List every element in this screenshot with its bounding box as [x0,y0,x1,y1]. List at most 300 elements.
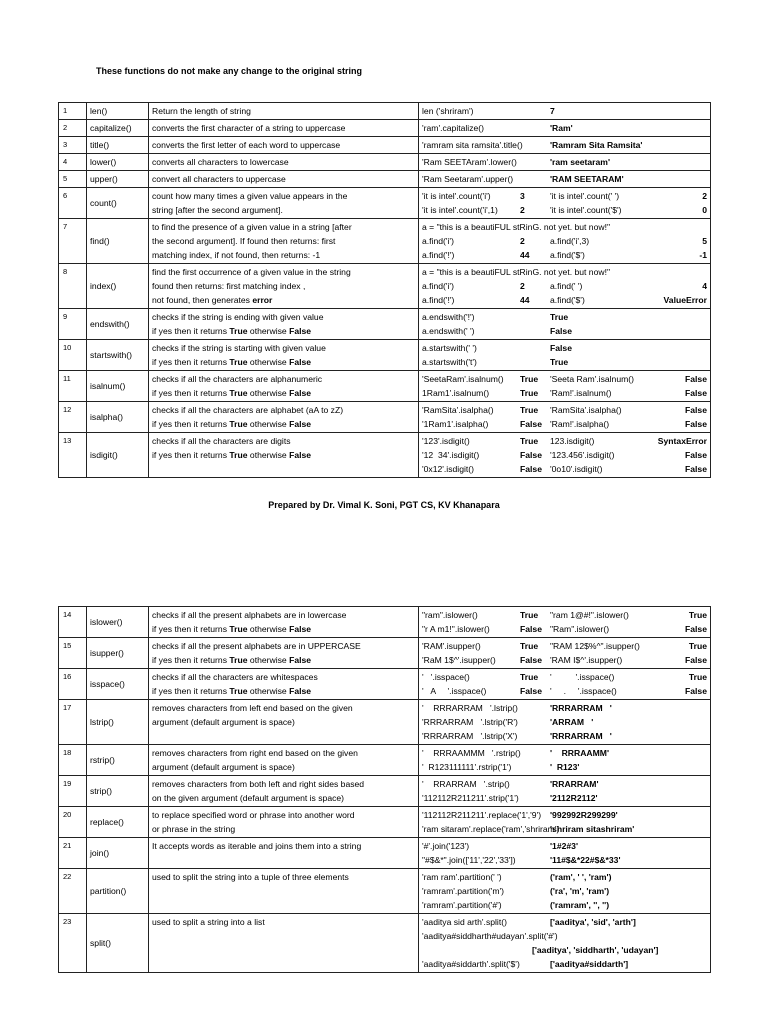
description-text: True [229,388,248,398]
function-name: isupper() [87,638,149,669]
example-code-2: "RAM 12$%^".isupper() [550,641,640,651]
row-number: 1 [59,103,87,120]
description-text: True [229,655,248,665]
example-line [422,293,707,307]
description-text: convert all characters to uppercase [152,174,286,184]
row-number: 14 [59,607,87,638]
example-result-2: False [685,374,707,384]
example-code: 'ram ram'.partition(' ') [422,872,502,882]
description-text: if yes then it returns [152,357,230,367]
example-line [422,234,707,248]
function-name: join() [87,838,149,869]
example-result: 44 [520,250,530,260]
function-name: index() [87,264,149,309]
example-code-2: 'Seeta Ram'.isalnum() [550,374,634,384]
description-line [152,234,415,248]
description-text: to replace specified word or phrase into another word [152,810,355,820]
function-name: lstrip() [87,700,149,745]
example-result: '11#$&*22#$&*33' [550,855,621,865]
description-text: used to split a string into a list [152,917,265,927]
function-examples [419,371,711,402]
example-line [422,462,707,476]
example-code: '12 34'.isdigit() [422,450,480,460]
description-line [152,324,415,338]
description-line [152,639,415,653]
example-result: False [520,464,542,474]
row-number: 8 [59,264,87,309]
function-description [149,171,419,188]
description-text: the second argument]. If found then returns: first [152,236,336,246]
description-text: converts the first character of a string to uppercase [152,123,346,133]
example-result-2: SyntaxError [657,436,707,446]
description-line [152,760,415,774]
example-code: ' RRRAAMMM '.rstrip() [422,748,521,758]
example-line [422,279,707,293]
example-result: 'ram seetaram' [550,157,610,167]
table-row [59,188,711,219]
function-examples [419,838,711,869]
function-examples [419,309,711,340]
example-code: 'it is intel'.count('i') [422,191,491,201]
function-description [149,120,419,137]
example-code: a.find('i') [422,281,454,291]
example-line [422,898,707,912]
row-number: 21 [59,838,87,869]
example-result: '1#2#3' [550,841,578,851]
description-text: if yes then it returns [152,388,230,398]
example-result: 2 [520,236,525,246]
example-result: True [520,672,539,682]
example-line [422,220,707,234]
description-text: True [229,450,248,460]
example-code: 'Ram Seetaram'.upper() [422,174,514,184]
function-description [149,700,419,745]
description-text: otherwise [247,450,290,460]
table-row [59,154,711,171]
function-name: endswith() [87,309,149,340]
function-name: upper() [87,171,149,188]
example-code-2: '0o10'.isdigit() [550,464,603,474]
table-row [59,120,711,137]
description-text: otherwise [247,419,290,429]
description-text: checks if the string is ending with given value [152,312,324,322]
description-line [152,808,415,822]
functions-table-2 [58,606,711,973]
function-name: isspace() [87,669,149,700]
example-line [422,448,707,462]
function-description [149,219,419,264]
description-text: False [289,326,312,336]
function-description [149,103,419,120]
example-result: True [520,405,539,415]
example-line [422,310,707,324]
example-result: 'RRARRAM' [550,779,599,789]
row-number: 17 [59,700,87,745]
example-result-2: False [685,388,707,398]
example-line [422,265,707,279]
example-result: ('ramram', '', '') [550,900,610,910]
description-line [152,448,415,462]
example-code: ' RRARRAM '.strip() [422,779,510,789]
table-row [59,869,711,914]
example-result: ' R123' [550,762,580,772]
example-code-2: 'RamSita'.isalpha() [550,405,622,415]
example-line [422,417,707,431]
function-name: len() [87,103,149,120]
example-result: True [550,357,569,367]
example-code: 'RRRARRAM '.lstrip('X') [422,731,518,741]
function-name: partition() [87,869,149,914]
description-text: False [289,686,312,696]
example-code [422,943,532,957]
description-text: False [289,357,312,367]
example-line [422,915,707,929]
row-number: 16 [59,669,87,700]
description-line [152,870,415,884]
function-examples [419,433,711,478]
example-code: a.find('!') [422,250,455,260]
example-result-2: True [688,672,707,682]
example-line [422,746,707,760]
example-line [422,248,707,262]
example-code: a.startswith(' ') [422,343,477,353]
table-row [59,137,711,154]
function-description [149,745,419,776]
description-line [152,355,415,369]
function-name: title() [87,137,149,154]
description-text: error [252,295,273,305]
function-name: count() [87,188,149,219]
description-text: False [289,388,312,398]
example-line [422,138,707,152]
description-text: otherwise [247,686,290,696]
example-code: 'RamSita'.isalpha() [422,405,494,415]
description-line [152,434,415,448]
description-text: otherwise [247,326,290,336]
row-number: 12 [59,402,87,433]
description-text: if yes then it returns [152,686,230,696]
example-result-2: False [685,655,707,665]
example-line [422,701,707,715]
example-line [422,943,707,957]
example-code-2: "Ram".islower() [550,624,610,634]
example-code-2: "ram 1@#!".islower() [550,610,629,620]
example-line [422,929,707,943]
description-line [152,279,415,293]
description-text: checks if all the characters are alphabet (aA to zZ) [152,405,344,415]
example-code: "ram".islower() [422,610,478,620]
example-result: ('ra', 'm', 'ram') [550,886,610,896]
function-description [149,154,419,171]
example-code-2: ' . '.isspace() [550,686,617,696]
description-line [152,684,415,698]
description-line [152,653,415,667]
function-description [149,914,419,973]
function-description [149,433,419,478]
example-code: "r A m1!".islower() [422,624,490,634]
function-name: isalpha() [87,402,149,433]
example-line [422,639,707,653]
table-row [59,402,711,433]
description-text: string [after the second argument]. [152,205,283,215]
example-code-2: 'Ram!'.isalnum() [550,388,612,398]
example-result: ' RRRAAMM' [550,748,609,758]
description-text: to find the presence of a given value in a string [after [152,222,352,232]
description-text: used to split the string into a tuple of three elements [152,872,349,882]
example-line [422,684,707,698]
description-text: argument (default argument is space) [152,762,295,772]
table-row [59,433,711,478]
example-result: ['aaditya', 'sid', 'arth'] [550,917,636,927]
example-result: True [520,641,539,651]
example-code: 'SeetaRam'.isalnum() [422,374,504,384]
row-number: 2 [59,120,87,137]
description-line [152,121,415,135]
example-code: a.endswith('!') [422,312,475,322]
description-text: removes characters from right end based on the given [152,748,358,758]
example-result-2: 4 [702,281,707,291]
example-line [422,434,707,448]
example-result: 'RRRARRAM ' [550,731,612,741]
row-number: 9 [59,309,87,340]
table-row [59,669,711,700]
example-result: True [520,436,539,446]
example-code: '1Ram1'.isalpha() [422,419,489,429]
description-line [152,172,415,186]
example-line [422,608,707,622]
description-text: or phrase in the string [152,824,236,834]
description-text: if yes then it returns [152,655,230,665]
function-name: startswith() [87,340,149,371]
table-row [59,838,711,869]
function-name: strip() [87,776,149,807]
row-number: 11 [59,371,87,402]
example-code: '123'.isdigit() [422,436,470,446]
function-examples [419,402,711,433]
example-result: '2112R2112' [550,793,598,803]
page-heading: These functions do not make any change to the original string [96,66,363,76]
function-examples [419,264,711,309]
description-line [152,189,415,203]
description-line [152,248,415,262]
example-code: '0x12'.isdigit() [422,464,474,474]
example-code-2: 123.isdigit() [550,436,595,446]
example-result: 'Ramram Sita Ramsita' [550,140,643,150]
example-code: "#$&*".join(['11','22','33']) [422,855,516,865]
function-examples [419,669,711,700]
example-result: 44 [520,295,530,305]
description-text: True [229,624,248,634]
description-line [152,839,415,853]
example-result-2: False [685,624,707,634]
example-result-2: False [685,464,707,474]
function-examples [419,776,711,807]
example-result: False [520,419,542,429]
example-code-2: '123.456'.isdigit() [550,450,615,460]
example-line [422,715,707,729]
description-line [152,155,415,169]
description-text: checks if all the characters are alphanumeric [152,374,323,384]
description-line [152,386,415,400]
example-line [422,884,707,898]
table-row [59,340,711,371]
example-code: 1Ram1'.isalnum() [422,388,490,398]
example-line [422,870,707,884]
example-line [422,808,707,822]
example-result-2: 5 [702,236,707,246]
example-result-2: True [688,610,707,620]
description-text: True [229,419,248,429]
function-description [149,776,419,807]
description-text: Return the length of string [152,106,251,116]
example-result: False [520,655,542,665]
example-line [422,121,707,135]
example-result-2: 0 [702,205,707,215]
table-row [59,103,711,120]
function-examples [419,137,711,154]
example-result: False [550,326,572,336]
description-text: checks if all the present alphabets are in lowercase [152,610,347,620]
function-name: split() [87,914,149,973]
function-description [149,371,419,402]
example-code: 'ramram sita ramsita'.title() [422,140,523,150]
description-text: matching index, if not found, then returns: -1 [152,250,321,260]
table-row [59,807,711,838]
description-line [152,791,415,805]
example-code-2: a.find('i',3) [550,236,590,246]
example-code: 'RAM'.isupper() [422,641,481,651]
example-line [422,155,707,169]
example-result: 'RRRARRAM ' [550,703,612,713]
example-code: 'RRRARRAM '.lstrip('R') [422,717,518,727]
description-text: converts the first letter of each word to uppercase [152,140,341,150]
table-row [59,219,711,264]
description-line [152,203,415,217]
example-result: ['aaditya#siddarth'] [550,959,629,969]
row-number: 19 [59,776,87,807]
example-result: False [520,450,542,460]
example-result-2: False [685,450,707,460]
function-name: replace() [87,807,149,838]
row-number: 6 [59,188,87,219]
function-examples [419,914,711,973]
example-code: a = "this is a beautiFUL stRinG. not yet. but now!" [422,222,611,232]
example-result-2: False [685,419,707,429]
example-code: '112112R211211'.replace('1','9') [422,810,542,820]
table-row [59,371,711,402]
description-line [152,310,415,324]
description-line [152,701,415,715]
description-text: find the first occurrence of a given value in the string [152,267,351,277]
example-line [422,104,707,118]
example-code-2: a.find(' ') [550,281,583,291]
example-line [422,760,707,774]
example-code-2: a.find('$') [550,295,585,305]
description-line [152,417,415,431]
description-text: False [289,419,312,429]
example-code: a.startswith('t') [422,357,477,367]
description-text: converts all characters to lowercase [152,157,289,167]
description-text: if yes then it returns [152,326,230,336]
function-examples [419,807,711,838]
function-examples [419,869,711,914]
example-result-2: False [685,686,707,696]
description-line [152,715,415,729]
description-line [152,220,415,234]
table-row [59,700,711,745]
row-number: 5 [59,171,87,188]
function-description [149,402,419,433]
function-description [149,188,419,219]
description-text: not found, then generates [152,295,253,305]
function-name: islower() [87,607,149,638]
function-description [149,638,419,669]
example-code: a.find('!') [422,295,455,305]
example-code: '112112R211211'.strip('1') [422,793,519,803]
function-examples [419,607,711,638]
example-code: '#'.join('123') [422,841,470,851]
example-code-2: ' '.isspace() [550,672,615,682]
example-line [422,822,707,836]
function-name: rstrip() [87,745,149,776]
function-name: find() [87,219,149,264]
function-description [149,137,419,154]
example-result: True [520,610,539,620]
example-line [422,853,707,867]
function-name: isalnum() [87,371,149,402]
example-code-2: 'Ram!'.isalpha() [550,419,610,429]
description-text: count how many times a given value appears in the [152,191,348,201]
example-code-2: 'it is intel'.count(' ') [550,191,620,201]
row-number: 20 [59,807,87,838]
row-number: 15 [59,638,87,669]
description-text: checks if all the present alphabets are in UPPERCASE [152,641,361,651]
description-text: removes characters from left end based on the given [152,703,353,713]
description-line [152,670,415,684]
example-code: a = "this is a beautiFUL stRinG. not yet. but now!" [422,267,611,277]
function-name: capitalize() [87,120,149,137]
function-examples [419,120,711,137]
description-text: otherwise [247,388,290,398]
example-result: 2 [520,281,525,291]
function-examples [419,638,711,669]
example-code: 'it is intel'.count('i',1) [422,205,498,215]
description-text: if yes then it returns [152,419,230,429]
example-code-2: a.find('$') [550,250,585,260]
description-text: False [289,450,312,460]
description-text: found then returns: first matching index , [152,281,306,291]
example-result: 7 [550,106,555,116]
example-code-2: 'RAM I$^'.isupper() [550,655,623,665]
description-line [152,403,415,417]
example-line [422,622,707,636]
description-text: checks if the string is starting with given value [152,343,326,353]
table-row [59,638,711,669]
function-examples [419,188,711,219]
description-line [152,138,415,152]
example-line [422,372,707,386]
example-code: 'Ram SEETAram'.lower() [422,157,517,167]
function-description [149,807,419,838]
function-examples [419,745,711,776]
row-number: 3 [59,137,87,154]
example-line [422,341,707,355]
description-text: if yes then it returns [152,624,230,634]
table-row [59,171,711,188]
example-result: ('ram', ' ', 'ram') [550,872,612,882]
function-description [149,869,419,914]
description-text: otherwise [247,655,290,665]
